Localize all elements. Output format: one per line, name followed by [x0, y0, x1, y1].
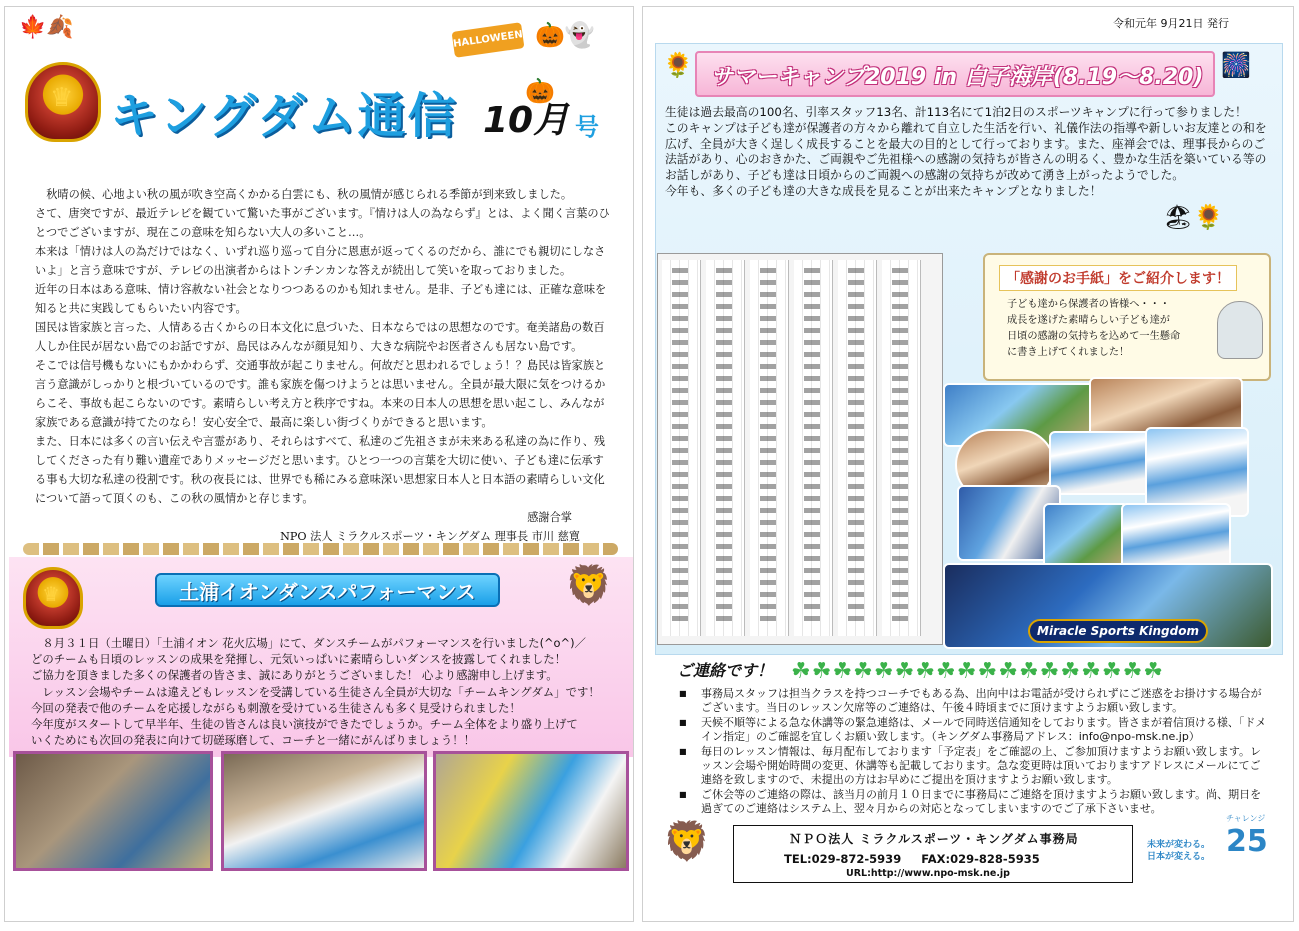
letters-intro-scroll [983, 253, 1271, 381]
ornamental-divider [23, 543, 618, 555]
sunflower-icon: 🌻 [663, 51, 693, 79]
issue-month: 10月 [483, 100, 570, 141]
challenge-label: チャレンジ [1226, 814, 1266, 823]
jizo-statue-icon [1217, 301, 1263, 359]
slogan-line: 日本が変える。 [1147, 852, 1211, 862]
notice-item [671, 745, 1271, 788]
office-name: ＮＰＯ法人 ミラクルスポーツ・キングダム事務局 [789, 832, 1079, 846]
pumpkin-icon: 🎃👻 [535, 21, 595, 49]
dance-line: ご協力を頂きました多くの保護者の皆さま、誠にありがとうございました！ 心より感謝申し上げます。 [31, 668, 558, 683]
dance-photo-3 [433, 751, 629, 871]
notice-item [671, 687, 1271, 716]
fireworks-icon: 🎆 [1221, 51, 1251, 79]
contact-notice-list [671, 687, 1271, 817]
letter-column [662, 260, 701, 636]
slogan-line: 未来が変わる。 [1147, 840, 1211, 850]
group-banner: Miracle Sports Kingdom [1028, 619, 1208, 643]
office-contact-box [733, 825, 1133, 883]
essay-closing: 感謝合掌 [527, 511, 572, 524]
office-fax-number: FAX:029-828-5935 [921, 852, 1040, 866]
office-phone [784, 852, 1040, 866]
letter-column [706, 260, 745, 636]
autumn-leaves-icon: 🍁🍂 [19, 15, 74, 40]
letters-line: に書き上げてくれました！ [1007, 347, 1130, 358]
clover-decoration-icon: ☘☘☘☘☘☘☘☘☘☘☘☘☘☘☘☘☘☘ [791, 659, 1165, 684]
notice-text: 天候不順等による急な休講等の緊急連絡は、メールで同時送信通知をしております。皆さまが着信頂ける様、「ドメイン指定」のご確認を宜しくお願い致します。（キングダム事務局アドレス：info@npo-msk.ne.jp） [701, 715, 1267, 744]
letter-column [882, 260, 921, 636]
notice-text: 事務局スタッフは担当クラスを持つコーチでもある為、出向中はお電話が受けられずにご迷惑をお掛けする場合がございます。当日のレッスン欠席等のご連絡は、午後４時頃までに頂けますようお願い致します。 [701, 687, 1262, 715]
right-page [642, 6, 1294, 922]
letters-line: 子ども達から保護者の皆様へ・・・ [1007, 299, 1170, 310]
office-url[interactable]: URL:http://www.npo-msk.ne.jp [846, 868, 1010, 879]
dance-photo-2 [221, 751, 427, 871]
camp-banner-text: サマーキャンプ2019 in 白子海岸(8.19～8.20) [711, 65, 1204, 90]
kingdom-crest-small-logo: ♛ [23, 567, 83, 629]
bullet-icon: ■ [679, 717, 687, 727]
beach-decoration-icon: 🏖🌻 [1163, 203, 1224, 231]
notice-item [671, 788, 1271, 817]
letters-line: 成長を遂げた素晴らしい子ども達が [1007, 315, 1170, 326]
essay-paragraph: そこでは信号機もないにもかかわらず、交通事故が起こりません。何故だと思われるでしょう！？島民は皆家族と言う意識がしっかりと根づいているのです。誰も家族を傷つけようとは思いません。全員が最大限に気をつけるからこそ、事故も起こらないのです。素晴らしい考え方と秩序ですね。本来の日本人の思想を思い起こし、みんなが家族である意識が持てたのなら！安心安全で、最高に楽しい街づくりができると思います。 [35, 359, 606, 429]
camp-paragraph: このキャンプは子ども達が保護者の方々から離れて自立した生活を行い、礼儀作法の指導や新しいお友達との和を広げ、全員が大きく逞しく成長することを最大の目的として行っております。また、座禅会では、理事長からのご法話があり、心のおきかた、ご両親やご先祖様への感謝の気持ちが皆さんの明るく、豊かな生活を築いている等のお話しがあり、子ども達は日頃からのご両親への感謝の気持ちが改めて湧き上がったようでした。 [665, 120, 1267, 183]
essay-paragraph: 近年の日本はある意味、情け容赦ない社会となりつつあるのかも知れません。是非、子ども達には、正確な意味を知ると共に実践してもらいたい内容です。 [35, 283, 607, 315]
camp-paragraph: 生徒は過去最高の100名、引率スタッフ13名、計113名にて1泊2日のスポーツキャンプに行って参りました！ [665, 105, 1247, 119]
newsletter-title: キングダム通信 [110, 88, 458, 144]
bullet-icon: ■ [679, 789, 687, 799]
lion-mascot-icon: 🦁 [663, 819, 711, 863]
camp-photo [1049, 431, 1153, 495]
handwritten-letters-scan [657, 253, 943, 645]
camp-report-text [665, 105, 1269, 200]
essay-paragraph: また、日本には多くの言い伝えや言霊があり、それらはすべて、私達のご先祖さまが未来ある私達の為に作り、残してくださった有り難い遺産でありメッセージだと思います。ひとつ一つの言葉を大切に使い、子ども達に伝承する事も大切な私達の役割です。秋の夜長には、世界でも稀にみる意味深い思想家日本人と日本語の素晴らしい文化について語って頂くのも、この秋の風情かと存じます。 [35, 435, 606, 505]
issue-date: 令和元年 9月21日 発行 [1113, 17, 1229, 30]
notice-text: ご休会等のご連絡の際は、該当月の前月１０日までに事務局にご連絡を頂けますようお願い致します。尚、期日を過ぎてのご連絡はシステム上、翌々月からの対応となってしまいますのでご了承下さいませ。 [701, 787, 1262, 816]
slogan [1147, 839, 1210, 863]
camp-paragraph: 今年も、多くの子ども達の大きな成長を見ることが出来たキャンプとなりました！ [665, 183, 1102, 198]
notice-item [671, 716, 1271, 745]
notice-text: 毎日のレッスン情報は、毎月配布しております「予定表」をご確認の上、ご参加頂けますようお願い致します。レッスン会場や開始時間の変更、休講等も記載しております。急な変更時は頂いておりますアドレスにメールにてご連絡を致しますので、未提出の方はお早めにご提出を頂けますようお願い致します。 [701, 744, 1262, 787]
camp-section-banner [695, 51, 1215, 97]
mascot-cheer-icon: 🦁 [565, 563, 613, 607]
anniversary-number: 25 [1226, 824, 1268, 859]
kingdom-crest-logo: ♛ [25, 62, 101, 142]
director-essay [35, 185, 610, 546]
bullet-icon: ■ [679, 746, 687, 756]
dance-line: ８月３１日（土曜日）「土浦イオン 花火広場」にて、ダンスチームがパフォーマンスを行いました(^o^)／ [31, 636, 586, 650]
letter-column [794, 260, 833, 636]
dance-line: 今回の発表で他のチームを応援しながらも刺激を受けている生徒さんも多く見受けられました！ [31, 700, 521, 715]
camp-photo [1121, 503, 1231, 569]
dance-section-banner: 土浦イオンダンスパフォーマンス [155, 573, 500, 607]
halloween-badge: HALLOWEEN [452, 22, 525, 57]
office-tel-number: TEL:029-872-5939 [784, 852, 902, 866]
dance-line: いくためにも次回の発表に向けて切磋琢磨して、コーチと一緒にがんばりましょう！！ [31, 733, 476, 748]
contact-title: ご連絡です！ [677, 661, 774, 680]
essay-signature: NPO 法人 ミラクルスポーツ・キングダム 理事長 市川 慈寛 [280, 530, 580, 543]
essay-paragraph: 国民は皆家族と言った、人情ある古くからの日本文化に息づいた、日本ならではの思想なのです。奄美諸島の数百人しか住民が居ない島でのお話ですが、島民はみんなが顔見知り、大きな病院やお医者さんも居ない島です。 [35, 321, 605, 353]
essay-paragraph: 本来は「情けは人の為だけではなく、いずれ巡り巡って自分に恩恵が返ってくるのだから、誰にでも親切にしなさいよ」と言う意味ですが、テレビの出演者からはトンチンカンな答えが続出して笑いを取っておりました。 [35, 245, 606, 277]
dance-line: どのチームも日頃のレッスンの成果を発揮し、元気いっぱいに素晴らしいダンスを披露してくれました！ [31, 652, 567, 667]
dance-report-text [31, 635, 621, 748]
dance-line: レッスン会場やチームは違えどもレッスンを受講している生徒さん全員が大切な「チームキングダム」です！ [31, 684, 600, 699]
essay-paragraph: さて、唐突ですが、最近テレビを観ていて驚いた事がございます。『情けは人の為ならず』とは、よく聞く言葉のひとつでございますが、現在この意味を知らない大人の多いこと…。 [35, 207, 610, 239]
camp-photo [1043, 503, 1129, 571]
left-page [4, 6, 634, 922]
bullet-icon: ■ [679, 689, 687, 698]
letters-intro-text [1007, 297, 1207, 361]
letter-column [838, 260, 877, 636]
issue-suffix: 号 [575, 113, 599, 141]
letters-title: 「感謝のお手紙」をご紹介します！ [999, 265, 1237, 291]
letter-column [750, 260, 789, 636]
dance-photo-1 [13, 751, 213, 871]
letters-line: 日頃の感謝の気持ちを込めて一生懸命 [1007, 331, 1181, 342]
dance-line: 今年度がスタートして早半年、生徒の皆さんは良い演技ができたでしょうか。チーム全体をより盛り上げて [31, 717, 578, 732]
jack-o-lantern-icon: 🎃 [525, 77, 555, 105]
essay-paragraph: 秋晴の候、心地よい秋の風が吹き空高くかかる白雲にも、秋の風情が感じられる季節が到来致しました。 [35, 188, 573, 201]
